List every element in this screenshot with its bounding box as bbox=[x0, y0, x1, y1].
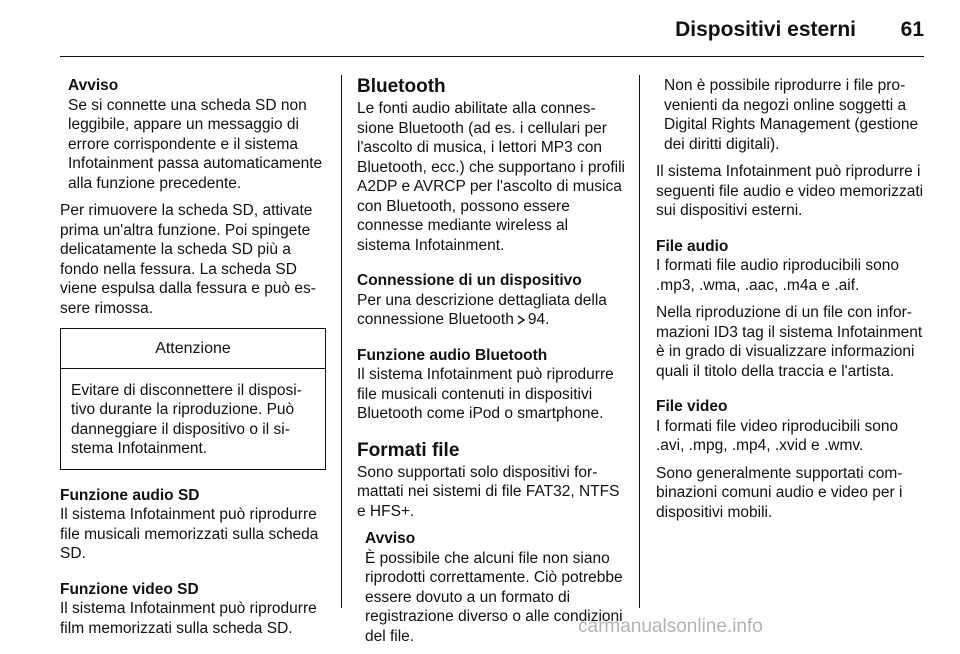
note-box bbox=[68, 76, 326, 193]
paragraph bbox=[357, 291, 625, 330]
paragraph: Sono generalmente supportati combinazioni comuni audio e video per i dispositivi mobili. bbox=[656, 464, 903, 521]
watermark: carmanualsonline.info bbox=[578, 616, 763, 637]
note-label: Avviso bbox=[365, 530, 416, 547]
paragraph: Il sistema Infotainment può riprodurre film memorizzati sulla scheda SD. bbox=[60, 600, 317, 637]
note-continuation: Non è possibile riprodurre i file provenienti da negozi online soggetti a Digital Rights Management (gestione dei diritti digitali). bbox=[664, 77, 919, 153]
subheading: Funzione video SD bbox=[60, 580, 199, 598]
paragraph-text: Per una descrizione dettagliata della connessione Bluetooth bbox=[357, 291, 607, 328]
note-text: È possibile che alcuni file non siano riprodotti correttamente. Ciò potrebbe essere dovuto a un formato di registrazione diverso o alle condizioni del file. bbox=[365, 549, 623, 645]
note-text: Se si connette una scheda SD non leggibile, appare un messaggio di errore corrispondente e il sistema Infotainment passa automaticamente alla funzione precedente. bbox=[68, 96, 323, 192]
column-divider bbox=[639, 75, 640, 608]
column-divider bbox=[341, 75, 342, 608]
paragraph: Le fonti audio abilitate alla connessione Bluetooth (ad es. i cellulari per l'ascolto di musica, i lettori MP3 con Bluetooth, ecc.) che supportano i profili A2DP e AVRCP per l'ascolto di musica con Bluetooth, possono essere connesse mediante wireless al sistema Infotainment. bbox=[357, 100, 625, 254]
paragraph: Sono supportati solo dispositivi formattati nei sistemi di file FAT32, NTFS e HFS+. bbox=[357, 463, 620, 520]
paragraph: I formati file audio riproducibili sono .mp3, .wma, .aac, .m4a e .aif. bbox=[656, 257, 899, 294]
paragraph: Nella riproduzione di un file con informazioni ID3 tag il sistema Infotainment è in grado di visualizzare informazioni quali il titolo della traccia e l'artista. bbox=[656, 304, 923, 380]
warning-title: Attenzione bbox=[61, 329, 325, 369]
subheading: Funzione audio Bluetooth bbox=[357, 346, 548, 364]
paragraph: Per rimuovere la scheda SD, attivate prima un'altra funzione. Poi spingete delicatamente la scheda SD più a fondo nella fessura. La scheda SD viene espulsa dalla fessura e può essere rimossa. bbox=[60, 202, 316, 317]
page-number: 61 bbox=[900, 18, 924, 41]
paragraph: I formati file video riproducibili sono .avi, .mpg, .mp4, .xvid e .wmv. bbox=[656, 417, 899, 454]
page-reference-icon bbox=[516, 315, 526, 325]
warning-box bbox=[60, 328, 326, 470]
paragraph: Il sistema Infotainment può riprodurre file musicali memorizzati sulla scheda SD. bbox=[60, 506, 319, 562]
warning-text: Evitare di disconnettere il dispositivo durante la riproduzione. Può danneggiare il dispositivo o il sistema Infotainment. bbox=[71, 381, 302, 457]
paragraph: Il sistema Infotainment può riprodurre file musicali contenuti in dispositivi Bluetooth come iPod o smartphone. bbox=[357, 366, 614, 422]
subheading: Funzione audio SD bbox=[60, 486, 200, 504]
page-header bbox=[60, 0, 924, 52]
page-reference[interactable]: 94. bbox=[527, 311, 550, 328]
note-label: Avviso bbox=[68, 77, 119, 94]
column-left bbox=[60, 76, 326, 646]
column-right bbox=[656, 76, 926, 530]
column-middle bbox=[357, 76, 625, 654]
paragraph: Il sistema Infotainment può riprodurre i seguenti file audio e video memorizzati sui dispositivi esterni. bbox=[656, 163, 924, 219]
header-rule bbox=[60, 56, 924, 57]
page-title: Dispositivi esterni bbox=[675, 18, 856, 41]
section-heading: Formati file bbox=[357, 439, 460, 461]
subheading: File video bbox=[656, 398, 728, 415]
subheading: File audio bbox=[656, 237, 729, 255]
subheading: Connessione di un dispositivo bbox=[357, 272, 582, 289]
section-heading: Bluetooth bbox=[357, 76, 446, 97]
